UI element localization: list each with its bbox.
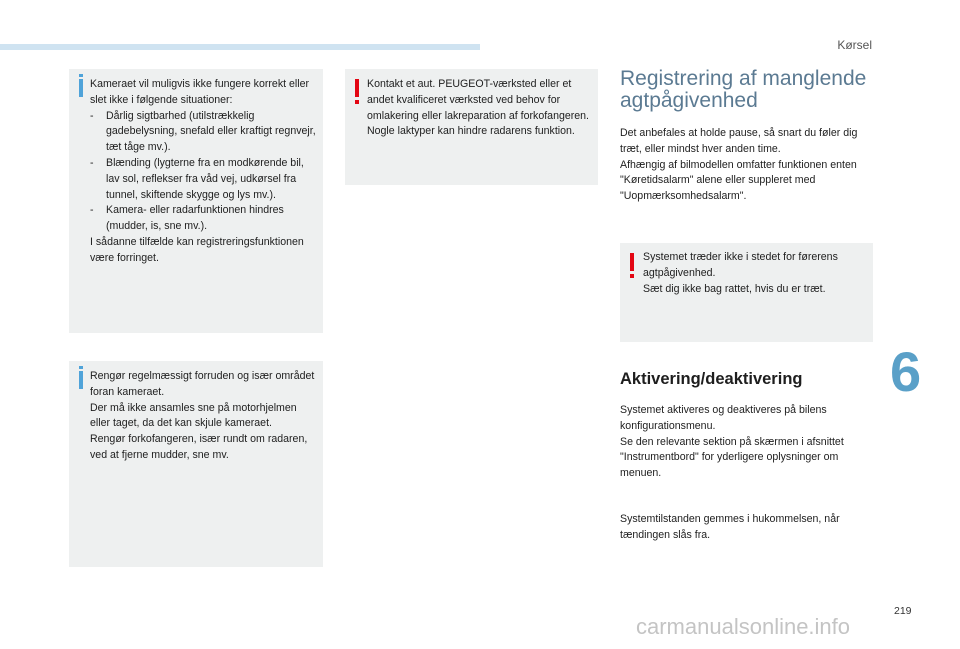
section-title: Kørsel	[837, 38, 872, 52]
camera-info-note	[69, 69, 323, 333]
intro-paragraph: Det anbefales at holde pause, så snart du føler dig træt, eller mindst hver anden time. Afhængig af bilmodellen omfatter funktionen enten "Køretidsalarm" alene eller suppleret med "Uopmærksomhedsalarm".	[620, 127, 858, 203]
chapter-number: 6	[890, 340, 922, 403]
cleaning-info-note	[69, 361, 323, 567]
header-bar	[0, 44, 480, 50]
section-heading: Registrering af manglende agtpågivenhed	[620, 67, 867, 112]
attention-warning-note: Systemet træder ikke i stedet for førerens agtpågivenhed. Sæt dig ikke bag rattet, hvis du er træt.	[620, 243, 873, 342]
info-icon	[79, 79, 83, 97]
page-number: 219	[894, 605, 912, 617]
activation-paragraph: Systemet aktiveres og deaktiveres på bilens konfigurationsmenu. Se den relevante sektion på skærmen i afsnittet "Instrumentbord" for yderligere oplysninger om menuen.	[620, 404, 844, 480]
list-item: - Dårlig sigtbarhed (utilstrækkelig gadebelysning, snefald eller kraftigt regnvejr, tæt tåge mv.).	[90, 109, 316, 154]
list-item: - Kamera- eller radarfunktionen hindres (mudder, is, sne mv.).	[90, 204, 284, 233]
cleaning-line: Rengør regelmæssigt forruden og især området foran kameraet.	[90, 370, 315, 398]
watermark: carmanualsonline.info	[636, 614, 851, 639]
workshop-warning-text: Kontakt et aut. PEUGEOT-værksted eller et andet kvalificeret værksted ved behov for omlakering eller lakreparation af forkofangeren. Nogle laktyper kan hindre radarens funktion.	[367, 78, 590, 138]
warning-icon	[355, 79, 359, 97]
subheading: Aktivering/deaktivering	[620, 370, 803, 388]
cleaning-line: Der må ikke ansamles sne på motorhjelmen eller taget, da det kan skjule kameraet.	[90, 401, 297, 430]
cleaning-line: Rengør forkofangeren, især rundt om radaren, ved at fjerne mudder, sne mv.	[90, 433, 308, 461]
camera-info-intro: Kameraet vil muligvis ikke fungere korrekt eller slet ikke i følgende situationer:	[90, 78, 310, 106]
workshop-warning-note	[345, 69, 598, 185]
info-icon	[79, 371, 83, 389]
camera-info-outro: I sådanne tilfælde kan registreringsfunktionen være forringet.	[90, 235, 304, 264]
memory-paragraph: Systemtilstanden gemmes i hukommelsen, når tændingen slås fra.	[620, 513, 840, 541]
warning-icon	[630, 253, 634, 271]
list-item: - Blænding (lygterne fra en modkørende bil, lav sol, reflekser fra våd vej, udkørsel fra tunnel, skiftende skygge og lys mv.).	[90, 156, 304, 201]
